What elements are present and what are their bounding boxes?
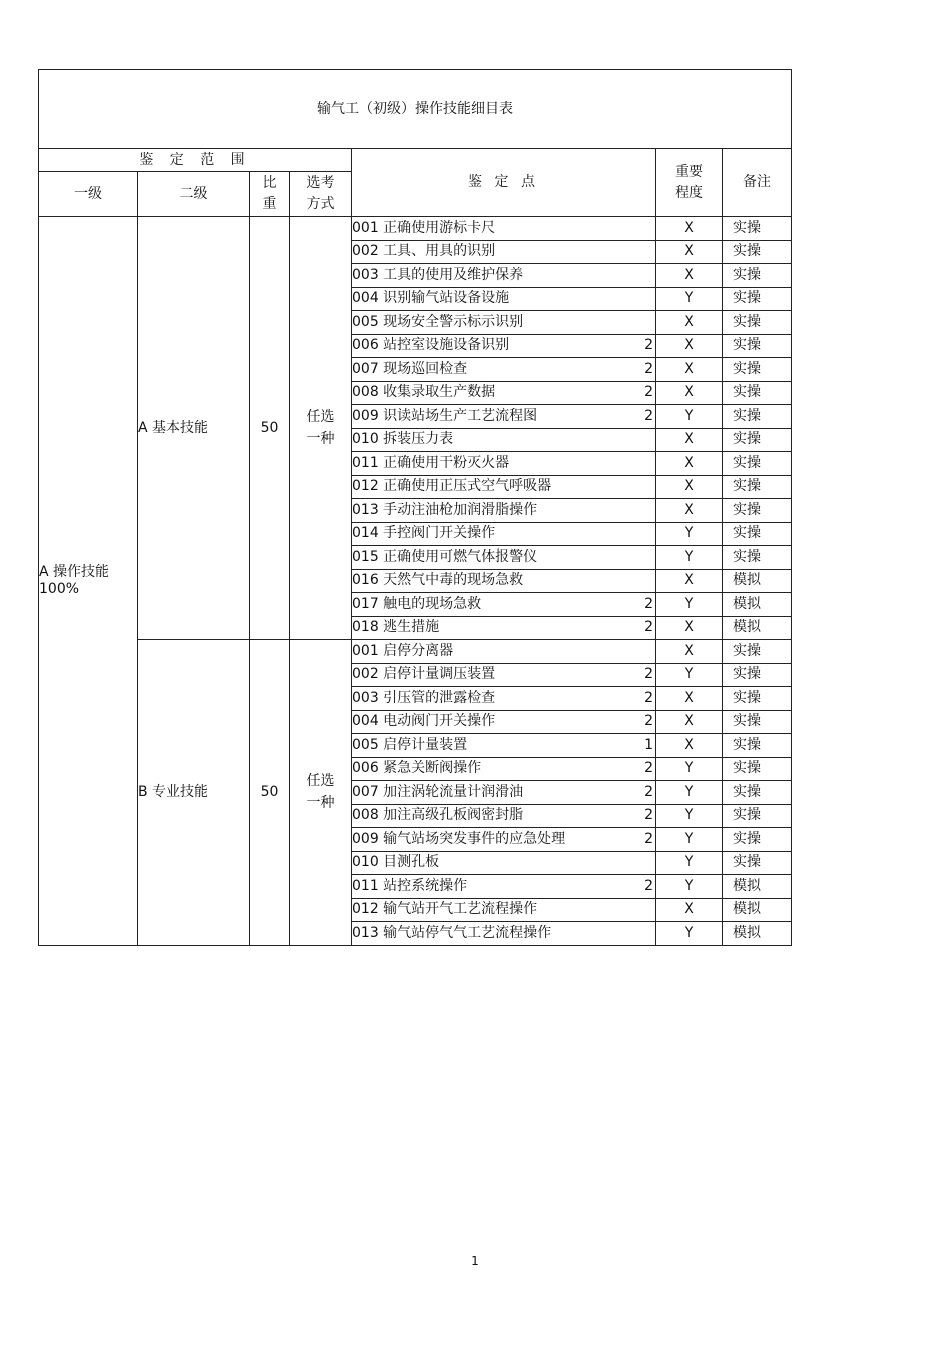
point-cell [352,240,656,264]
point-content [352,713,655,730]
point-label: 007 加注涡轮流量计润滑油 [352,783,524,800]
importance-cell: Y [656,828,723,852]
remark-cell: 实操 [723,499,792,523]
point-cell [352,217,656,241]
importance-cell: X [656,616,723,640]
point-content [352,267,655,284]
point-content [352,807,655,824]
importance-cell: X [656,311,723,335]
weight-cell: 50 [250,217,290,640]
point-cell [352,405,656,429]
point-label: 013 输气站停气气工艺流程操作 [352,924,552,941]
point-content [352,220,655,237]
point-label: 012 正确使用正压式空气呼吸器 [352,478,552,495]
remark-cell: 模拟 [723,569,792,593]
importance-cell: Y [656,287,723,311]
header-remark: 备注 [723,149,792,217]
point-number: 2 [644,360,653,377]
importance-cell: Y [656,405,723,429]
header-importance: 重要程度 [656,149,723,217]
importance-cell: X [656,428,723,452]
point-cell [352,875,656,899]
point-content [352,525,655,542]
importance-cell: Y [656,522,723,546]
point-cell [352,781,656,805]
table-row [39,640,792,664]
point-label: 016 天然气中毒的现场急救 [352,572,524,589]
remark-cell: 实操 [723,757,792,781]
remark-cell: 模拟 [723,616,792,640]
point-cell [352,640,656,664]
point-cell [352,569,656,593]
point-cell [352,452,656,476]
point-number: 2 [644,619,653,636]
point-cell [352,804,656,828]
method-cell: 任选一种 [290,640,352,946]
importance-cell: X [656,569,723,593]
remark-cell: 实操 [723,240,792,264]
point-label: 013 手动注油枪加润滑脂操作 [352,501,538,518]
point-number: 2 [644,384,653,401]
point-content [352,455,655,472]
point-number: 2 [644,877,653,894]
header-scope: 鉴 定 范 围 [39,149,352,172]
method-cell: 任选一种 [290,217,352,640]
point-content [352,243,655,260]
point-label: 008 加注高级孔板阀密封脂 [352,807,524,824]
header-weight: 比重 [250,172,290,217]
point-number: 2 [644,830,653,847]
remark-cell: 实操 [723,334,792,358]
point-number: 1 [644,736,653,753]
point-cell [352,546,656,570]
importance-cell: Y [656,922,723,946]
point-content [352,619,655,636]
point-cell [352,287,656,311]
point-content [352,901,655,918]
point-content [352,643,655,660]
remark-cell: 模拟 [723,875,792,899]
point-label: 006 紧急关断阀操作 [352,760,482,777]
point-label: 005 现场安全警示标示识别 [352,313,524,330]
weight-cell: 50 [250,640,290,946]
point-content [352,784,655,801]
point-cell [352,381,656,405]
remark-cell: 实操 [723,804,792,828]
point-content [352,290,655,307]
point-number: 2 [644,407,653,424]
skills-table [38,69,792,946]
point-number: 2 [644,337,653,354]
importance-cell: Y [656,663,723,687]
point-content [352,878,655,895]
point-content [352,431,655,448]
remark-cell: 实操 [723,405,792,429]
importance-cell: X [656,381,723,405]
header-level1: 一级 [39,172,138,217]
point-cell [352,475,656,499]
remark-cell: 模拟 [723,593,792,617]
point-content [352,314,655,331]
remark-cell: 模拟 [723,898,792,922]
importance-cell: X [656,334,723,358]
point-cell [352,593,656,617]
point-label: 004 识别输气站设备设施 [352,290,510,307]
importance-cell: X [656,475,723,499]
point-cell [352,687,656,711]
point-label: 006 站控室设施设备识别 [352,337,510,354]
point-label: 009 输气站场突发事件的应急处理 [352,830,566,847]
point-content [352,831,655,848]
point-content [352,384,655,401]
remark-cell: 实操 [723,640,792,664]
remark-cell: 实操 [723,358,792,382]
point-content [352,572,655,589]
point-cell [352,499,656,523]
importance-cell: X [656,734,723,758]
point-label: 007 现场巡回检查 [352,360,468,377]
point-label: 003 引压管的泄露检查 [352,689,496,706]
point-label: 010 目测孔板 [352,854,440,871]
point-label: 011 正确使用干粉灭火器 [352,454,510,471]
point-number: 2 [644,807,653,824]
importance-cell: Y [656,804,723,828]
point-cell [352,898,656,922]
remark-cell: 实操 [723,522,792,546]
point-cell [352,922,656,946]
table-title: 输气工（初级）操作技能细目表 [39,70,792,149]
point-label: 001 启停分离器 [352,642,454,659]
point-cell [352,828,656,852]
remark-cell: 实操 [723,734,792,758]
point-number: 2 [644,666,653,683]
importance-cell: X [656,710,723,734]
point-label: 001 正确使用游标卡尺 [352,219,496,236]
importance-cell: X [656,240,723,264]
remark-cell: 实操 [723,781,792,805]
point-number: 2 [644,595,653,612]
remark-cell: 实操 [723,710,792,734]
importance-cell: Y [656,875,723,899]
remark-cell: 实操 [723,311,792,335]
remark-cell: 实操 [723,264,792,288]
point-content [352,408,655,425]
importance-cell: X [656,898,723,922]
point-content [352,925,655,942]
importance-cell: Y [656,593,723,617]
point-content [352,854,655,871]
point-cell [352,522,656,546]
remark-cell: 实操 [723,475,792,499]
point-cell [352,616,656,640]
level2-cell: A 基本技能 [138,217,250,640]
point-cell [352,264,656,288]
importance-cell: X [656,687,723,711]
point-label: 005 启停计量装置 [352,736,468,753]
point-label: 017 触电的现场急救 [352,595,482,612]
point-content [352,502,655,519]
point-label: 009 识读站场生产工艺流程图 [352,407,538,424]
point-label: 002 工具、用具的识别 [352,243,496,260]
point-label: 012 输气站开气工艺流程操作 [352,901,538,918]
point-cell [352,663,656,687]
point-content [352,549,655,566]
importance-cell: Y [656,781,723,805]
point-label: 003 工具的使用及维护保养 [352,266,524,283]
importance-cell: X [656,264,723,288]
point-cell [352,851,656,875]
point-cell [352,428,656,452]
point-number: 2 [644,783,653,800]
importance-cell: X [656,640,723,664]
page-number: 1 [471,1254,479,1268]
point-cell [352,734,656,758]
point-label: 010 拆装压力表 [352,431,454,448]
remark-cell: 实操 [723,828,792,852]
importance-cell: Y [656,757,723,781]
header-level2: 二级 [138,172,250,217]
header-method: 选考方式 [290,172,352,217]
point-label: 011 站控系统操作 [352,877,468,894]
point-number: 2 [644,689,653,706]
point-cell [352,358,656,382]
header-point: 鉴 定 点 [352,149,656,217]
remark-cell: 实操 [723,381,792,405]
point-content [352,666,655,683]
point-label: 015 正确使用可燃气体报警仪 [352,548,538,565]
table-row [39,217,792,241]
point-cell [352,334,656,358]
point-content [352,361,655,378]
remark-cell: 实操 [723,217,792,241]
point-content [352,737,655,754]
importance-cell: Y [656,546,723,570]
importance-cell: Y [656,851,723,875]
level2-cell: B 专业技能 [138,640,250,946]
remark-cell: 实操 [723,428,792,452]
point-content [352,337,655,354]
point-cell [352,710,656,734]
point-label: 018 逃生措施 [352,619,440,636]
remark-cell: 实操 [723,452,792,476]
point-content [352,596,655,613]
remark-cell: 模拟 [723,922,792,946]
table-body [39,70,792,946]
point-content [352,478,655,495]
level1-cell: A 操作技能 100% [39,217,138,946]
importance-cell: X [656,499,723,523]
point-content [352,760,655,777]
point-label: 002 启停计量调压装置 [352,666,496,683]
point-cell [352,757,656,781]
remark-cell: 实操 [723,663,792,687]
point-number: 2 [644,760,653,777]
remark-cell: 实操 [723,287,792,311]
remark-cell: 实操 [723,851,792,875]
point-number: 2 [644,713,653,730]
importance-cell: X [656,452,723,476]
point-label: 014 手控阀门开关操作 [352,525,496,542]
point-label: 004 电动阀门开关操作 [352,713,496,730]
point-content [352,690,655,707]
importance-cell: X [656,358,723,382]
point-label: 008 收集录取生产数据 [352,384,496,401]
remark-cell: 实操 [723,687,792,711]
importance-cell: X [656,217,723,241]
point-cell [352,311,656,335]
remark-cell: 实操 [723,546,792,570]
